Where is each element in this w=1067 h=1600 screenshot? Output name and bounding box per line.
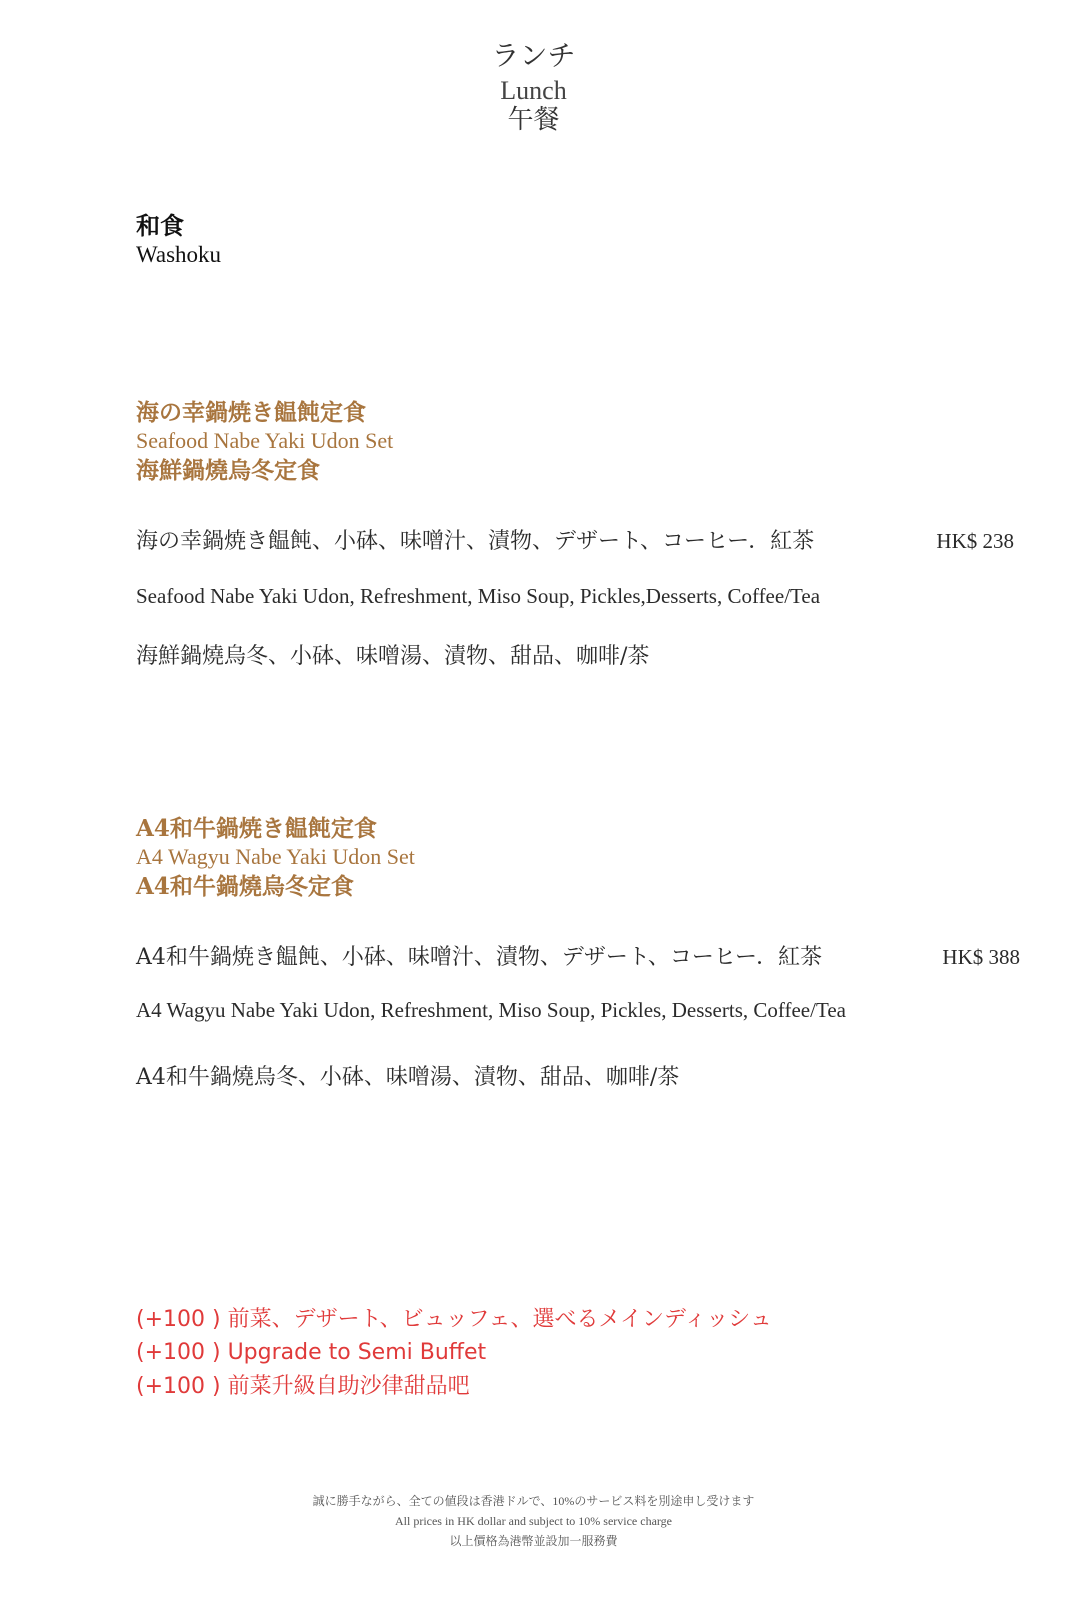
item-title [136,398,1036,485]
item-description-en: Seafood Nabe Yaki Udon, Refreshment, Miso Soup, Pickles,Desserts, Coffee/Tea [136,583,821,608]
upgrade-line-jp: (+100 ) 前菜、デザート、ビュッフェ、選べるメインディッシュ [136,1307,772,1332]
item-name-zh: A4和牛鍋燒烏冬定食 [136,872,354,900]
item-description-zh: 海鮮鍋燒烏冬、小砵、味噌湯、漬物、甜品、咖啡/茶 [136,644,650,670]
category-name-jp: 和食 [136,211,184,240]
menu-title-zh: 午餐 [507,105,560,136]
footer-note-jp: 誠に勝手ながら、全ての値段は香港ドルで、10%のサービス料を別途申し受けます [312,1494,755,1508]
item-price: HK$ 388 [942,945,1020,970]
category-name-en: Washoku [136,241,222,267]
item-name-zh: 海鮮鍋燒烏冬定食 [136,456,320,484]
item-description-zh: A4和牛鍋燒烏冬、小砵、味噌湯、漬物、甜品、咖啡/茶 [136,1065,680,1090]
price-notice-footer [0,1492,1067,1551]
footer-note-en: All prices in HK dollar and subject to 10% service charge [394,1513,673,1528]
item-price: HK$ 238 [936,529,1014,554]
item-description-jp: 海の幸鍋焼き饂飩、小砵、味噌汁、漬物、デザート、コーヒー．紅茶 [136,529,815,555]
item-description-jp: A4和牛鍋焼き饂飩、小砵、味噌汁、漬物、デザート、コーヒー．紅茶 [136,945,823,971]
item-description-row [136,945,1036,972]
menu-title-en: Lunch [500,76,567,106]
item-name-en: Seafood Nabe Yaki Udon Set [136,428,394,454]
menu-item-seafood-udon [136,398,1036,670]
upgrade-line-en: (+100 ) Upgrade to Semi Buffet [136,1340,487,1366]
item-name-jp: A4和牛鍋焼き饂飩定食 [136,815,377,842]
menu-header [0,40,1067,136]
footer-note-zh: 以上價格為港幣並設加一服務費 [449,1533,618,1548]
menu-title-jp: ランチ [491,39,576,72]
menu-item-wagyu-udon [136,814,1036,1091]
category-heading [136,212,221,268]
item-description-row [136,529,1036,556]
item-name-jp: 海の幸鍋焼き饂飩定食 [136,399,366,426]
item-description-en: A4 Wagyu Nabe Yaki Udon, Refreshment, Miso Soup, Pickles, Desserts, Coffee/Tea [136,997,846,1022]
item-title [136,814,1036,901]
upgrade-options [136,1303,772,1403]
upgrade-line-zh: (+100 ) 前菜升級自助沙律甜品吧 [136,1373,470,1399]
item-name-en: A4 Wagyu Nabe Yaki Udon Set [136,844,415,870]
